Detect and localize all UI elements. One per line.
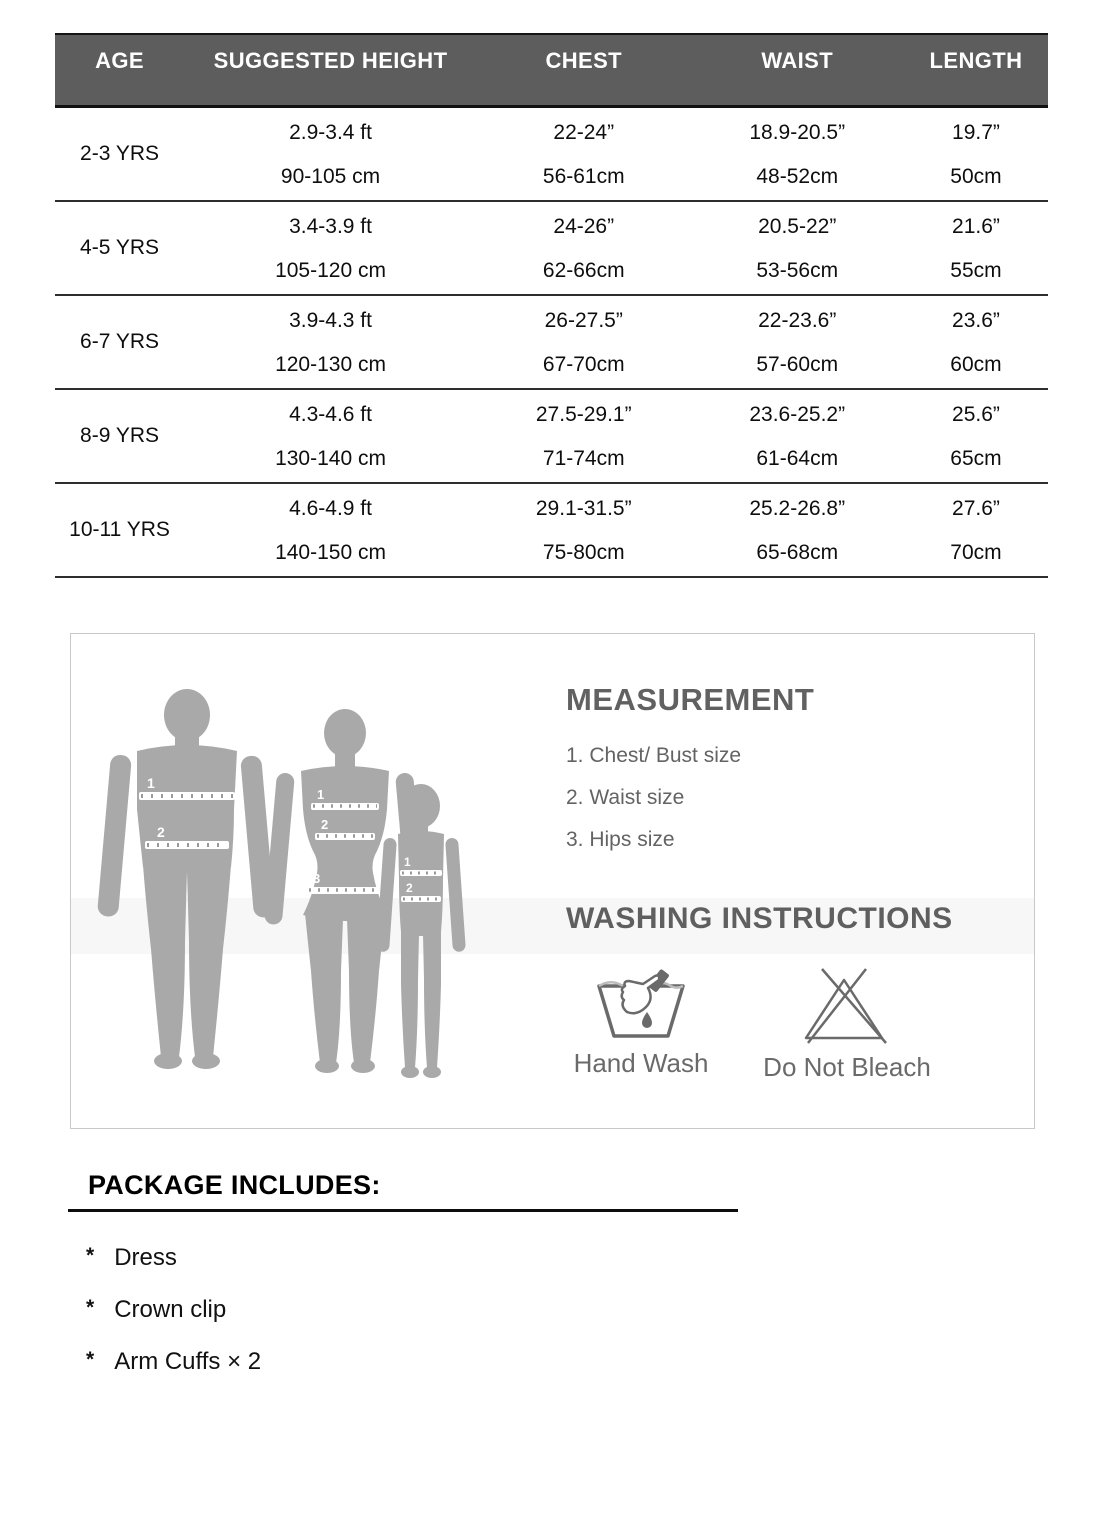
waist-cm: 61-64cm	[756, 447, 839, 470]
bullet-asterisk: *	[86, 1296, 95, 1319]
chest-cell	[477, 390, 690, 482]
height-cm: 90-105 cm	[280, 165, 381, 188]
package-item-label: Dress	[114, 1244, 177, 1271]
chest-in: 26-27.5”	[544, 309, 623, 332]
height-ft: 4.6-4.9 ft	[289, 497, 372, 520]
waist-cell	[690, 108, 903, 200]
table-row	[55, 484, 1048, 578]
bullet-asterisk: *	[86, 1244, 95, 1267]
measurement-panel	[70, 633, 1035, 1129]
svg-text:2: 2	[406, 881, 413, 895]
length-cell	[904, 108, 1048, 200]
height-cm: 140-150 cm	[275, 541, 386, 564]
chest-in: 29.1-31.5”	[535, 497, 632, 520]
chest-cm: 75-80cm	[542, 541, 625, 564]
hand-wash-item	[566, 964, 716, 1083]
svg-text:1: 1	[404, 855, 411, 869]
package-item	[86, 1244, 177, 1272]
height-ft: 4.3-4.6 ft	[289, 403, 372, 426]
height-cell	[184, 108, 477, 200]
height-cell	[184, 390, 477, 482]
table-row	[55, 390, 1048, 484]
table-row	[55, 296, 1048, 390]
length-cell	[904, 390, 1048, 482]
svg-text:2: 2	[157, 824, 165, 840]
length-in: 19.7”	[952, 121, 1000, 144]
length-in: 25.6”	[952, 403, 1000, 426]
package-item-label: Arm Cuffs × 2	[114, 1348, 262, 1375]
height-cm: 105-120 cm	[275, 259, 386, 282]
child-silhouette	[376, 784, 466, 1078]
package-item	[86, 1348, 261, 1376]
waist-cell	[690, 296, 903, 388]
height-cell	[184, 484, 477, 576]
svg-text:2: 2	[321, 817, 329, 832]
length-cm: 70cm	[950, 541, 1002, 564]
waist-cm: 65-68cm	[756, 541, 839, 564]
chest-cm: 62-66cm	[542, 259, 625, 282]
age-cell: 6-7 YRS	[80, 330, 160, 353]
length-cell	[904, 296, 1048, 388]
length-cm: 55cm	[950, 259, 1002, 282]
age-cell: 4-5 YRS	[80, 236, 160, 259]
col-header-age: AGE	[95, 48, 144, 73]
chest-in: 22-24”	[553, 121, 615, 144]
height-ft: 2.9-3.4 ft	[289, 121, 372, 144]
age-cell: 10-11 YRS	[69, 518, 170, 541]
measurement-item: 1. Chest/ Bust size	[566, 744, 742, 767]
svg-text:1: 1	[317, 787, 325, 802]
length-in: 27.6”	[952, 497, 1000, 520]
man-silhouette	[97, 689, 275, 1069]
col-header-waist: WAIST	[761, 48, 834, 73]
measurement-title: MEASUREMENT	[566, 682, 815, 717]
length-cm: 65cm	[950, 447, 1002, 470]
title-underline	[68, 1209, 738, 1212]
length-cm: 60cm	[950, 353, 1002, 376]
length-cell	[904, 202, 1048, 294]
package-item-label: Crown clip	[114, 1296, 227, 1323]
size-chart-table	[55, 33, 1048, 578]
height-cm: 130-140 cm	[275, 447, 386, 470]
package-item	[86, 1296, 226, 1324]
chest-cell	[477, 484, 690, 576]
do-not-bleach-item	[752, 964, 942, 1083]
hand-wash-icon	[589, 964, 693, 1040]
age-cell: 2-3 YRS	[80, 142, 160, 165]
hand-wash-label: Hand Wash	[573, 1048, 709, 1078]
waist-cm: 53-56cm	[756, 259, 839, 282]
chest-in: 24-26”	[553, 215, 615, 238]
chest-in: 27.5-29.1”	[535, 403, 632, 426]
waist-cell	[690, 390, 903, 482]
length-cm: 50cm	[950, 165, 1002, 188]
height-ft: 3.9-4.3 ft	[289, 309, 372, 332]
col-header-length: LENGTH	[929, 48, 1023, 73]
height-cm: 120-130 cm	[275, 353, 386, 376]
do-not-bleach-label: Do Not Bleach	[763, 1052, 931, 1082]
waist-in: 25.2-26.8”	[749, 497, 846, 520]
chest-cm: 56-61cm	[542, 165, 625, 188]
height-cell	[184, 202, 477, 294]
bullet-asterisk: *	[86, 1348, 95, 1371]
package-includes-title: PACKAGE INCLUDES:	[88, 1170, 381, 1200]
waist-in: 22-23.6”	[758, 309, 837, 332]
washing-instructions-title: WASHING INSTRUCTIONS	[566, 902, 953, 935]
col-header-chest: CHEST	[545, 48, 623, 73]
length-cell	[904, 484, 1048, 576]
waist-in: 23.6-25.2”	[749, 403, 846, 426]
waist-cm: 48-52cm	[756, 165, 839, 188]
waist-cm: 57-60cm	[756, 353, 839, 376]
measurement-item: 3. Hips size	[566, 828, 675, 851]
waist-cell	[690, 202, 903, 294]
height-ft: 3.4-3.9 ft	[289, 215, 372, 238]
svg-text:3: 3	[313, 871, 321, 886]
waist-in: 20.5-22”	[758, 215, 837, 238]
chest-cm: 67-70cm	[542, 353, 625, 376]
chest-cm: 71-74cm	[542, 447, 625, 470]
table-row	[55, 202, 1048, 296]
chest-cell	[477, 108, 690, 200]
waist-in: 18.9-20.5”	[749, 121, 846, 144]
washing-icons-row	[566, 964, 942, 1083]
age-cell: 8-9 YRS	[80, 424, 160, 447]
chest-cell	[477, 202, 690, 294]
measurement-item: 2. Waist size	[566, 786, 685, 809]
table-row	[55, 108, 1048, 202]
length-in: 23.6”	[952, 309, 1000, 332]
height-cell	[184, 296, 477, 388]
chest-cell	[477, 296, 690, 388]
waist-cell	[690, 484, 903, 576]
svg-text:1: 1	[147, 775, 155, 791]
col-header-height: SUGGESTED HEIGHT	[213, 48, 448, 73]
table-header-row	[55, 33, 1048, 108]
body-silhouettes-figure	[93, 684, 473, 1089]
do-not-bleach-icon	[786, 964, 908, 1044]
length-in: 21.6”	[952, 215, 1000, 238]
